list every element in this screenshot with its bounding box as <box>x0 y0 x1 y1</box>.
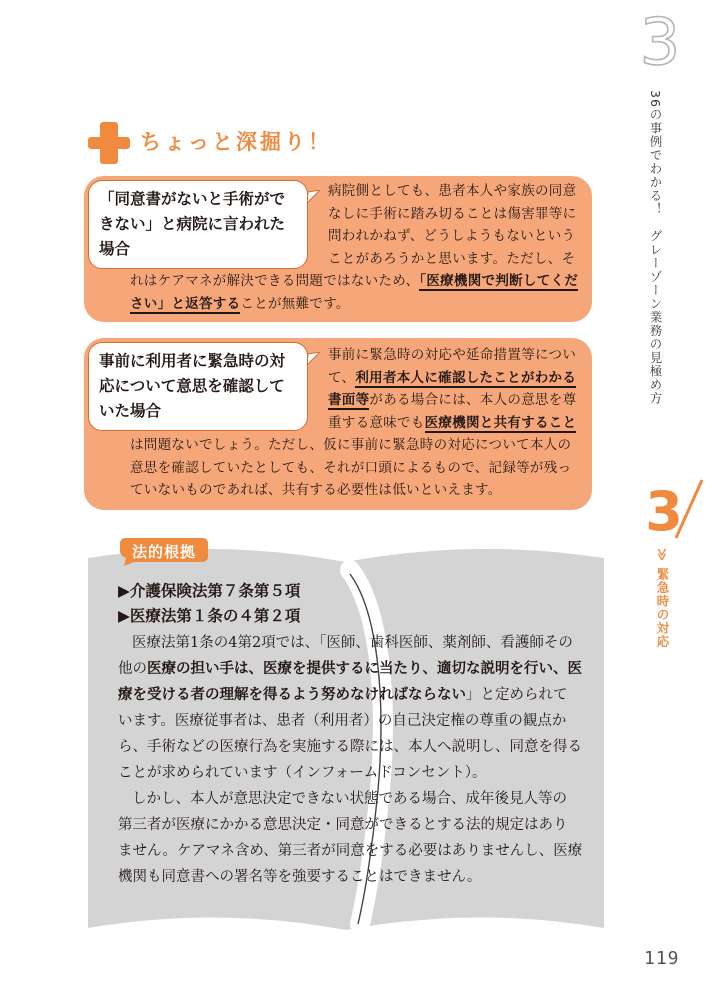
body-line: ません。ケアマネ含め、第三者が同意をする必要はありませんし、医療 <box>118 843 583 859</box>
case-question-2 <box>88 342 308 431</box>
answer-line: 病院側としても、患者本人や家族の同意 <box>328 183 577 199</box>
chapter-number <box>636 8 684 72</box>
body-line: 第三者が医療にかかる意思決定・同意ができるとする法的規定はあり <box>118 817 568 833</box>
case-card-2 <box>84 338 592 510</box>
case-card-1 <box>84 176 592 322</box>
svg-text:3: 3 <box>639 8 681 72</box>
legal-basis-body <box>118 630 583 890</box>
case-answer-1-right <box>328 180 576 270</box>
speech-tail-icon <box>308 190 322 204</box>
answer-emphasis: 「医療機関で判断してくだ <box>419 273 579 289</box>
body-emphasis: 医療の担い手は、医療を提供するに当たり、適切な説明を行い、医 <box>147 661 582 677</box>
deep-dive-title: ちょっと深掘り！ <box>140 130 332 154</box>
plus-icon <box>86 120 132 166</box>
answer-emphasis: 書面等 <box>328 392 370 408</box>
body-line: 機関も同意書への署名等を強要することはできません。 <box>118 869 482 885</box>
body-line <box>118 682 578 708</box>
body-line <box>118 656 582 682</box>
answer-text: 重する意味でも <box>328 414 425 431</box>
case-answer-2-right <box>328 344 576 434</box>
answer-text: ことが無難です。 <box>240 295 350 312</box>
body-text: 」と定められて <box>466 687 568 703</box>
page-number: 119 <box>644 948 680 969</box>
answer-line: 問われかねず、どうしようもないという <box>328 228 576 244</box>
case-answer-1-full <box>130 270 578 315</box>
svg-text:3: 3 <box>645 480 683 543</box>
question-line: 場合 <box>99 240 131 258</box>
body-line: います。医療従事者は、患者（利用者）の自己決定権の尊重の観点か <box>118 713 567 729</box>
answer-line: ことがあろうかと思います。ただし、そ <box>328 250 576 267</box>
body-line: しかし、本人が意思決定できない状態である場合、成年後見人等の <box>132 791 567 807</box>
answer-text: がある場合には、本人の意思を尊 <box>369 392 577 408</box>
answer-text: れはケアマネが解決できる問題ではないため、 <box>130 273 420 289</box>
body-text: 他の <box>118 661 147 677</box>
answer-line: なしに手術に踏み切ることは傷害罪等に <box>328 205 577 222</box>
body-line <box>118 630 578 656</box>
body-emphasis: 療を受ける者の理解を得るよう努めなければならない <box>118 687 466 703</box>
law-reference-2: ▶医療法第１条の４第２項 <box>118 607 301 625</box>
question-line: 「同意書がないと手術がで <box>99 190 286 208</box>
speech-tail-icon <box>308 352 322 366</box>
case-answer-2-full <box>130 434 571 502</box>
answer-line: は問題ないでしょう。ただし、仮に事前に緊急時の対応について本人の <box>130 437 572 453</box>
legal-basis-tag-label: 法的根拠 <box>131 543 196 561</box>
question-line: 応について意思を確認して <box>99 377 285 395</box>
law-reference-1: ▶介護保険法第７条第５項 <box>118 582 301 600</box>
question-line: いた場合 <box>99 402 162 420</box>
section-vertical-title: ≫ 緊急時の対応 <box>655 548 670 649</box>
chapter-vertical-title: 36の事例でわかる！ グレーゾーン業務の見極め方 <box>648 90 663 405</box>
answer-line: 意思を確認していたとしても、それが口頭によるもので、記録等が残っ <box>130 459 572 476</box>
case-question-1 <box>88 180 308 269</box>
section-number <box>638 478 704 544</box>
answer-text: て、 <box>328 369 356 386</box>
answer-emphasis: 医療機関と共有すること <box>424 414 577 431</box>
answer-emphasis: さい」と返答する <box>130 295 241 312</box>
answer-line: ていないものであれば、共有する必要性は低いといえます。 <box>130 482 502 498</box>
question-line: 事前に利用者に緊急時の対 <box>99 352 286 370</box>
answer-emphasis: 利用者本人に確認したことがわかる <box>355 369 577 386</box>
body-line: ら、手術などの医療行為を実施する際には、本人へ説明し、同意を得る <box>118 739 582 755</box>
question-line: きない」と病院に言われた <box>99 215 286 233</box>
body-line: ことが求められています（インフォームドコンセント）。 <box>118 765 487 781</box>
body-text: 医療法第1条の4第2項では、「医師、歯科医師、薬剤師、看護師その <box>132 635 573 651</box>
answer-line: 事前に緊急時の対応や延命措置等につい <box>328 347 577 363</box>
